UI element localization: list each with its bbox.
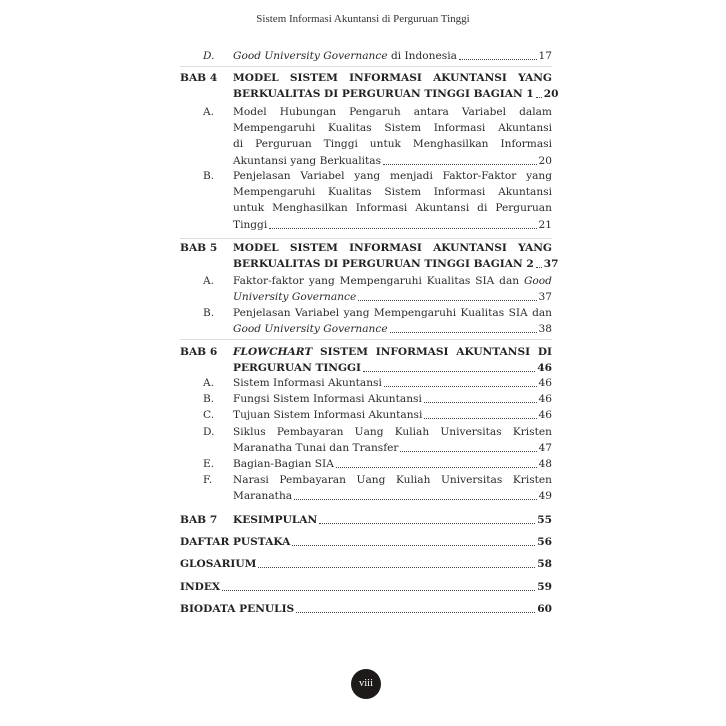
- title-word: FLOWCHART: [233, 346, 313, 358]
- title-word: Akuntansi: [498, 186, 552, 199]
- title-word: INFORMASI: [349, 242, 422, 254]
- title-text: PERGURUAN TINGGI: [233, 362, 362, 375]
- title-word: di: [233, 138, 244, 151]
- dot-leader: [383, 153, 536, 165]
- title-word: Kualitas: [426, 275, 471, 287]
- title-word: SIA: [475, 275, 495, 287]
- dot-leader: [424, 391, 537, 403]
- title-text: GLOSARIUM: [180, 558, 257, 570]
- toc-entry-label: A.: [203, 275, 215, 287]
- toc-page-number: 38: [538, 323, 552, 336]
- toc-page-number: 37: [538, 291, 552, 304]
- toc-entry-label: B.: [203, 393, 215, 405]
- title-text: Tinggi: [233, 218, 268, 231]
- toc-entry-title-line: [233, 86, 559, 102]
- title-word: AKUNTANSI: [433, 242, 507, 254]
- toc-page-number: 37: [543, 258, 559, 271]
- toc-entry[interactable]: [180, 512, 552, 528]
- title-word: menjadi: [389, 170, 433, 182]
- toc-entry-title-line: [233, 289, 552, 305]
- title-word: Informasi: [433, 186, 486, 199]
- toc-entry-label: A.: [203, 377, 215, 389]
- title-word: YANG: [518, 242, 552, 254]
- title-word: Akuntansi: [415, 202, 470, 215]
- toc-entry-title-line: [233, 168, 552, 184]
- toc-entry-label: F.: [203, 474, 213, 486]
- toc-entry[interactable]: [180, 344, 552, 376]
- dot-leader: [384, 375, 537, 387]
- title-text: DAFTAR PUSTAKA: [180, 536, 291, 548]
- toc-entry-title-line: [233, 488, 552, 504]
- title-word: Faktor-Faktor: [442, 170, 517, 182]
- title-word: Variabel: [300, 170, 345, 182]
- toc-entry[interactable]: [180, 456, 552, 472]
- title-text: BERKUALITAS DI PERGURUAN TINGGI BAGIAN 1: [233, 88, 534, 101]
- toc-entry-title-line: [233, 120, 552, 136]
- dot-leader: [294, 488, 536, 500]
- title-word: dan: [532, 307, 552, 319]
- title-word: Kuliah: [394, 426, 430, 438]
- toc-entry-label: BAB 4: [180, 72, 218, 84]
- toc-entry[interactable]: [180, 424, 552, 456]
- title-word: SISTEM: [289, 72, 338, 84]
- title-word: INFORMASI: [375, 346, 449, 358]
- toc-entry-title-line: [233, 440, 552, 456]
- toc-entry[interactable]: [180, 579, 552, 595]
- title-word: yang: [354, 170, 381, 182]
- title-word: yang: [308, 275, 335, 287]
- title-word: Good: [523, 275, 552, 287]
- toc-entry-label: BAB 6: [180, 346, 218, 358]
- title-word: Variabel: [294, 307, 340, 319]
- toc-entry[interactable]: [180, 168, 552, 233]
- toc-entry-title-line: [233, 200, 552, 216]
- title-text: Fungsi Sistem Informasi Akuntansi: [233, 393, 422, 405]
- toc-page-number: 21: [538, 218, 552, 231]
- section-divider: [180, 339, 552, 340]
- title-word: Mempengaruhi: [373, 307, 457, 319]
- title-word: Mempengaruhi: [233, 122, 316, 135]
- title-word: Pengaruh: [349, 106, 401, 118]
- title-word: SISTEM: [320, 346, 368, 358]
- toc-entry[interactable]: [180, 240, 559, 272]
- toc-entry-title-line: [233, 456, 552, 472]
- section-divider: [180, 238, 552, 239]
- dot-leader: [319, 512, 535, 524]
- dot-leader: [424, 407, 536, 419]
- title-text: Maranatha Tunai dan Transfer: [233, 442, 399, 455]
- dot-leader: [459, 48, 537, 60]
- dot-leader: [358, 289, 536, 301]
- toc-entry-title-line: [233, 305, 552, 321]
- title-text: University Governance: [233, 291, 357, 304]
- running-header: Sistem Informasi Akuntansi di Perguruan Tinggi: [256, 13, 470, 25]
- toc-entry-title-line: [233, 104, 552, 120]
- toc-page-number: 58: [537, 558, 552, 570]
- toc-page-number: 46: [538, 393, 552, 405]
- title-word: Variabel: [461, 106, 507, 118]
- toc-entry[interactable]: [180, 305, 552, 337]
- title-word: Tinggi: [323, 138, 358, 151]
- toc-entry[interactable]: [180, 391, 552, 407]
- title-word: SISTEM: [289, 242, 338, 254]
- toc-entry-title-line: [233, 273, 552, 289]
- title-word: Mempengaruhi: [233, 186, 316, 199]
- toc-entry-title-line: [233, 424, 552, 440]
- title-word: Model: [233, 106, 267, 118]
- toc-page-number: 17: [538, 50, 552, 62]
- title-word: AKUNTANSI: [433, 72, 507, 84]
- toc-entry-title-line: [233, 153, 552, 169]
- title-word: Mempengaruhi: [339, 275, 422, 287]
- title-word: Universitas: [440, 426, 502, 438]
- toc-entry-title-line: [233, 375, 552, 391]
- toc-page-number: 55: [537, 514, 552, 526]
- toc-entry-title-line: [233, 344, 552, 360]
- toc-entry-title-line: [233, 472, 552, 488]
- toc-entry-title-line: [233, 240, 552, 256]
- toc-entry-title-line: [233, 512, 552, 528]
- title-text: di Indonesia: [387, 50, 457, 62]
- toc-page-number: 49: [538, 490, 552, 503]
- title-word: Menghasilkan: [412, 138, 489, 151]
- title-text: BERKUALITAS DI PERGURUAN TINGGI BAGIAN 2: [233, 258, 534, 271]
- title-word: di: [477, 202, 488, 215]
- toc-page-number: 20: [538, 154, 552, 167]
- title-word: Uang: [356, 474, 386, 486]
- title-word: Kristen: [512, 426, 552, 438]
- dot-leader: [269, 217, 536, 229]
- toc-entry-label: A.: [203, 106, 215, 118]
- toc-entry[interactable]: [180, 375, 552, 391]
- toc-page-number: 47: [538, 442, 552, 455]
- section-divider: [180, 66, 552, 67]
- dot-leader: [222, 579, 535, 591]
- title-word: Narasi: [233, 474, 269, 486]
- toc-entry[interactable]: [180, 48, 552, 64]
- title-word: Kualitas: [460, 307, 505, 319]
- dot-leader: [292, 534, 535, 546]
- toc-entry[interactable]: [180, 534, 552, 550]
- toc-entry-title-line: [233, 360, 552, 376]
- toc-entry-title-line: [233, 48, 552, 64]
- title-word: Uang: [354, 426, 384, 438]
- toc-entry-title-line: [233, 136, 552, 152]
- title-word: Sistem: [384, 186, 421, 199]
- title-word: dalam: [519, 106, 552, 118]
- title-word: Kristen: [512, 474, 552, 486]
- toc-entry-label: BAB 7: [180, 514, 218, 526]
- toc-entry[interactable]: [180, 70, 559, 102]
- title-text: Good University Governance: [233, 50, 388, 62]
- title-text: Akuntansi yang Berkualitas: [233, 154, 382, 167]
- title-word: DI: [537, 346, 552, 358]
- dot-leader: [363, 360, 535, 372]
- title-word: Kualitas: [327, 122, 372, 135]
- title-word: Penjelasan: [233, 307, 291, 319]
- title-word: Sistem: [384, 122, 421, 135]
- toc-entry[interactable]: [180, 104, 552, 169]
- title-text: INDEX: [180, 581, 221, 593]
- title-word: Kualitas: [327, 186, 372, 199]
- toc-entry-label: B.: [203, 307, 215, 319]
- toc-entry-title-line: [233, 321, 552, 337]
- title-word: Pembayaran: [279, 474, 346, 486]
- toc-page-number: 48: [538, 458, 552, 470]
- title-word: antara: [413, 106, 449, 118]
- title-word: Kuliah: [395, 474, 431, 486]
- toc-page-number: 56: [537, 536, 552, 548]
- toc-page-number: 46: [538, 377, 552, 389]
- toc-page-number: 20: [543, 88, 559, 101]
- title-word: Pembayaran: [276, 426, 344, 438]
- toc-entry-title-line: [233, 391, 552, 407]
- title-word: Universitas: [440, 474, 503, 486]
- page-number: viii: [351, 669, 381, 699]
- toc-entry-title-line: [233, 184, 552, 200]
- title-word: AKUNTANSI: [456, 346, 531, 358]
- toc-entry-title-line: [180, 579, 552, 595]
- toc-entry[interactable]: [180, 407, 552, 423]
- title-word: Informasi: [500, 138, 552, 151]
- dot-leader: [258, 556, 535, 568]
- toc-entry-title-line: [180, 601, 552, 617]
- title-word: Menghasilkan: [272, 202, 348, 215]
- title-text: KESIMPULAN: [233, 514, 318, 526]
- toc-entry-label: C.: [203, 409, 215, 421]
- toc-page-number: 59: [537, 581, 552, 593]
- toc-entry-title-line: [233, 256, 559, 272]
- title-text: Sistem Informasi Akuntansi: [233, 377, 382, 389]
- toc-entry-label: D.: [203, 426, 215, 438]
- toc-page-number: 46: [537, 362, 552, 375]
- toc-entry-title-line: [180, 534, 552, 550]
- title-word: yang: [526, 170, 552, 182]
- toc-entry-label: B.: [203, 170, 215, 182]
- toc-entry[interactable]: [180, 556, 552, 572]
- title-word: untuk: [233, 202, 265, 215]
- title-word: Siklus: [233, 426, 266, 438]
- dot-leader: [536, 256, 542, 268]
- title-word: Informasi: [355, 202, 408, 215]
- toc-page-number: 46: [538, 409, 552, 421]
- dot-leader: [400, 440, 536, 452]
- toc-entry[interactable]: [180, 601, 552, 617]
- title-word: Akuntansi: [498, 122, 552, 135]
- toc-page-number: 60: [537, 603, 552, 615]
- title-word: SIA: [508, 307, 528, 319]
- title-word: Perguruan: [495, 202, 552, 215]
- title-word: Perguruan: [255, 138, 312, 151]
- title-text: Tujuan Sistem Informasi Akuntansi: [233, 409, 423, 421]
- title-word: MODEL: [233, 72, 279, 84]
- title-word: MODEL: [233, 242, 279, 254]
- title-word: Informasi: [433, 122, 486, 135]
- title-text: BIODATA PENULIS: [180, 603, 295, 615]
- toc-entry-label: BAB 5: [180, 242, 218, 254]
- toc-entry-label: E.: [203, 458, 215, 470]
- toc-entry-title-line: [233, 407, 552, 423]
- toc-entry[interactable]: [180, 273, 552, 305]
- title-word: Hubungan: [279, 106, 337, 118]
- toc-entry-label: D.: [203, 50, 215, 62]
- dot-leader: [336, 456, 537, 468]
- title-word: Penjelasan: [233, 170, 291, 182]
- toc-entry[interactable]: [180, 472, 552, 504]
- dot-leader: [390, 321, 537, 333]
- title-word: INFORMASI: [349, 72, 422, 84]
- title-word: untuk: [369, 138, 401, 151]
- title-word: dan: [499, 275, 520, 287]
- dot-leader: [296, 601, 535, 613]
- toc-entry-title-line: [180, 556, 552, 572]
- title-word: yang: [343, 307, 370, 319]
- dot-leader: [536, 86, 542, 98]
- title-text: Bagian-Bagian SIA: [233, 458, 334, 470]
- title-word: YANG: [518, 72, 552, 84]
- title-text: Good University Governance: [233, 323, 388, 336]
- toc-entry-title-line: [233, 217, 552, 233]
- title-text: Maranatha: [233, 490, 293, 503]
- title-word: Faktor-faktor: [233, 275, 305, 287]
- toc-entry-title-line: [233, 70, 552, 86]
